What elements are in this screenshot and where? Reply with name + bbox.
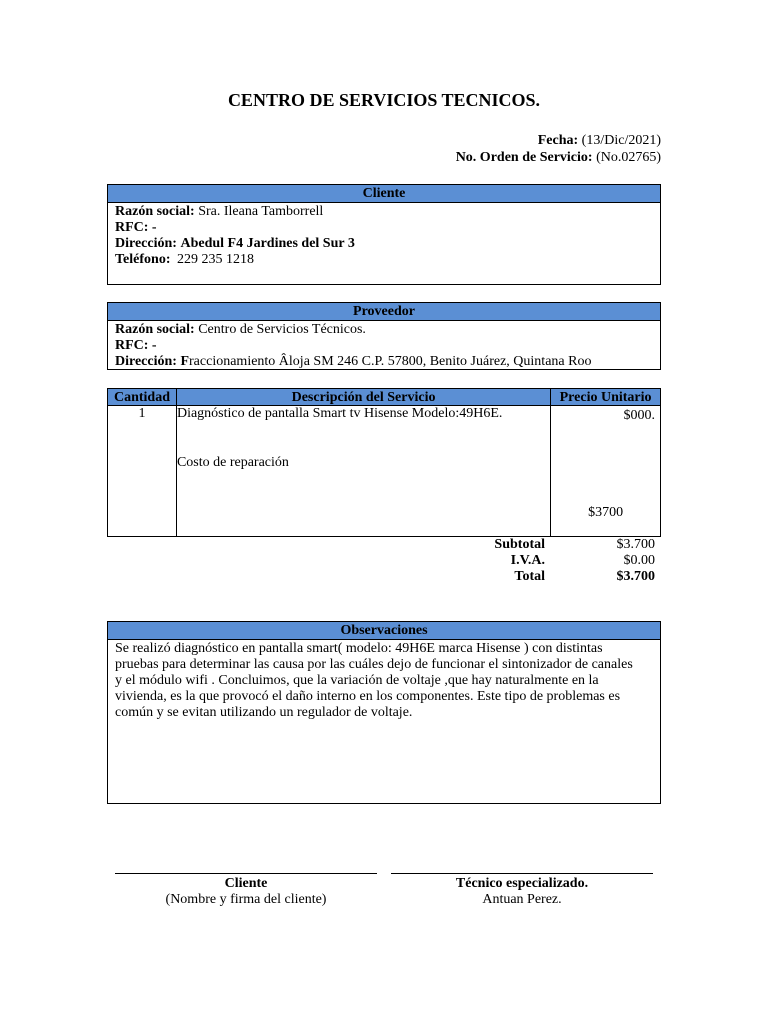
tecnico-signature-sub: Antuan Perez. <box>482 892 562 907</box>
meta-orden <box>456 149 661 166</box>
col-cantidad: Cantidad <box>108 389 177 406</box>
iva-value: $0.00 <box>623 553 655 568</box>
total-value: $3.700 <box>616 569 655 584</box>
totals-labels <box>494 537 545 585</box>
cell-descripcion <box>176 406 550 537</box>
tecnico-signature <box>391 876 653 908</box>
service-table <box>107 388 661 537</box>
service-row <box>108 406 661 537</box>
cliente-telefono-label: Teléfono: <box>115 252 171 267</box>
precio-line-1: $000. <box>623 408 655 423</box>
fecha-label: Fecha: <box>537 133 579 148</box>
col-precio: Precio Unitario <box>551 389 661 406</box>
iva-label: I.V.A. <box>510 553 545 568</box>
cliente-razon-value: Sra. Ileana Tamborrell <box>198 204 324 219</box>
proveedor-header: Proveedor <box>108 303 660 321</box>
subtotal-label: Subtotal <box>494 537 545 552</box>
observaciones-header: Observaciones <box>108 622 660 640</box>
cliente-signature-line <box>115 873 377 874</box>
orden-value: (No.02765) <box>596 150 661 165</box>
descripcion-line-2: Costo de reparación <box>176 455 289 470</box>
cliente-direccion-value: Abedul F4 Jardines del Sur 3 <box>180 236 355 251</box>
tecnico-signature-line <box>391 873 653 874</box>
observaciones-text: Se realizó diagnóstico en pantalla smart( modelo: 49H6E marca Hisense ) con distintas pruebas para determinar las causa por las cuáles dejo de funcionar el sintonizador de canales y el módulo wifi . Concluimos, que la variación de voltaje ,que hay naturalmente en la vivienda, es la que provocó el daño interno en los componentes. Este tipo de problemas es común y se evitan utilizando un regulador de voltaje. <box>115 641 633 720</box>
proveedor-direccion-value: raccionamiento Âloja SM 246 C.P. 57800, Benito Juárez, Quintana Roo <box>189 354 592 369</box>
orden-label: No. Orden de Servicio: <box>455 150 593 165</box>
service-header-row <box>108 389 661 406</box>
proveedor-direccion-label: Dirección: <box>115 354 177 369</box>
cliente-razon <box>115 204 653 220</box>
cliente-razon-label: Razón social: <box>115 204 195 219</box>
cell-cantidad: 1 <box>108 406 177 537</box>
proveedor-box <box>107 302 661 370</box>
proveedor-direccion <box>115 354 653 370</box>
proveedor-direccion-initial: F <box>180 354 190 369</box>
cliente-telefono-value: 229 235 1218 <box>176 252 254 267</box>
cliente-signature <box>115 876 377 908</box>
proveedor-rfc <box>115 338 653 354</box>
cliente-box <box>107 184 661 285</box>
cell-precio <box>551 406 661 537</box>
subtotal-value: $3.700 <box>616 537 655 552</box>
cliente-header: Cliente <box>108 185 660 203</box>
cliente-rfc <box>115 220 653 236</box>
proveedor-razon-label: Razón social: <box>115 322 195 337</box>
precio-line-2: $3700 <box>588 505 624 520</box>
col-descripcion: Descripción del Servicio <box>176 389 550 406</box>
cliente-signature-sub: (Nombre y firma del cliente) <box>165 892 327 907</box>
descripcion-line-1: Diagnóstico de pantalla Smart tv Hisense Modelo:49H6E. <box>176 406 503 421</box>
cliente-direccion-label: Dirección: <box>115 236 177 251</box>
meta-fecha <box>538 132 661 149</box>
proveedor-razon-value: Centro de Servicios Técnicos. <box>198 322 366 337</box>
totals-values <box>617 537 656 585</box>
cliente-signature-title: Cliente <box>224 876 268 891</box>
cliente-rfc-label: RFC: - <box>115 220 157 235</box>
tecnico-signature-title: Técnico especializado. <box>455 876 589 891</box>
total-label: Total <box>514 569 545 584</box>
proveedor-rfc-label: RFC: - <box>115 338 157 353</box>
proveedor-body <box>108 321 660 371</box>
cliente-direccion <box>115 236 653 252</box>
observaciones-box <box>107 621 661 804</box>
cliente-body <box>108 203 660 269</box>
proveedor-razon <box>115 322 653 338</box>
fecha-value: (13/Dic/2021) <box>581 133 661 148</box>
document-title: CENTRO DE SERVICIOS TECNICOS. <box>227 90 541 110</box>
cliente-telefono <box>115 252 653 268</box>
